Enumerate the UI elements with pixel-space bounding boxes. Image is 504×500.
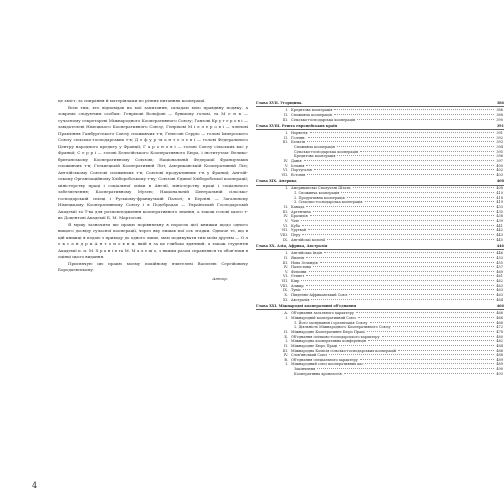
toc-entry-page: 488 <box>496 353 503 358</box>
toc-entry-title: Міжнародне Кооперативне Бюро Праці <box>291 329 365 334</box>
toc-entry-number: IX. <box>283 237 288 242</box>
toc-entry-page: 410 <box>496 191 503 196</box>
toc-leader-dots <box>306 257 494 258</box>
toc-entry-number: I. <box>285 108 288 113</box>
toc-leader-dots <box>301 220 494 221</box>
toc-leader-dots <box>309 271 495 272</box>
toc-entry-page: 394 <box>496 145 503 150</box>
toc-entry-page: 441 <box>496 223 503 228</box>
toc-entry-title: Перу <box>291 233 301 238</box>
toc-leader-dots <box>314 169 494 170</box>
author-signature: Автор. <box>212 275 228 281</box>
toc-leader-dots <box>306 285 495 286</box>
toc-entry <box>256 238 504 243</box>
toc-entry-number: III. <box>282 117 288 122</box>
toc-entry-title: Чіле <box>291 219 300 224</box>
paragraph: це зміст, за спирання й матеріялами по різних питаннях кооперації. <box>58 98 206 103</box>
toc-entry-number: V. <box>284 269 288 274</box>
toc-entry-title: Канада <box>291 205 305 210</box>
toc-entry-title: Закінчення <box>294 367 316 372</box>
toc-entry-page: 391 <box>496 131 503 136</box>
toc-entry-title: 2. Продуктивна кооперація <box>294 195 345 200</box>
toc-entry-number: II. <box>284 112 288 117</box>
toc-entry-title: Об'єднання спеціального характеру <box>291 357 358 362</box>
toc-chapter-title: Глава XIX. Америка <box>256 179 297 184</box>
toc-chapter-title: Глава XX. Азія, Африка, Австралія <box>256 243 328 248</box>
toc-entry-title: Міжнародна Комісія сільсько-господарських кооперацій <box>291 348 397 353</box>
toc-entry-title: Об'єднання спілково-господарського характеру <box>291 334 380 339</box>
toc-entry-page: 418 <box>496 195 503 200</box>
toc-chapter-heading <box>256 124 504 130</box>
toc-leader-dots <box>313 266 494 267</box>
toc-entry-title: Міжнародне Бюро Праці <box>291 343 338 348</box>
toc-leader-dots <box>317 368 494 369</box>
toc-entry-title: Англійські колонії <box>291 237 325 242</box>
toc-entry-title: Уругвай <box>291 228 307 233</box>
toc-leader-dots <box>370 322 495 323</box>
toc-leader-dots <box>341 192 494 193</box>
toc-entry-page: 484 <box>496 343 503 348</box>
toc-entry-title: Бельгія <box>291 140 305 145</box>
toc-leader-dots <box>301 280 494 281</box>
toc-entry-page: 493 <box>496 371 503 376</box>
toc-entry-page: 455 <box>496 260 503 265</box>
toc-entry-title: Естонія <box>291 172 306 177</box>
toc-entry-title: Споживча кооперація <box>294 145 335 150</box>
toc-entry-number: VII. <box>281 279 288 284</box>
toc-leader-dots <box>398 350 494 351</box>
toc-leader-dots <box>353 187 495 188</box>
toc-entry-page: 403 <box>496 172 503 177</box>
toc-entry-number: VII. <box>281 228 288 233</box>
toc-entry-title: 1. Його заснування і організація Союзу <box>294 320 368 325</box>
toc-entry-title: Філіпіни <box>291 269 307 274</box>
toc-leader-dots <box>308 137 495 138</box>
toc-chapter-page: 408 <box>496 179 504 184</box>
toc-entry-page: 466 <box>496 315 503 320</box>
toc-entry-number: III. <box>282 209 288 214</box>
toc-entry-page: 400 <box>496 163 503 168</box>
paragraph: Я мушу зазначити ще працю порівняльну в порогах цієї книжки щодо одного вищого досвіду сучасної кооперації, через яку лишав мої ось згадки. Одначе те, що в цій книжці я подаю з приводу до одного лише, маю подякувати тим моїм друзям — О л е к с а н д р и А н т о н о в н и, якій я за це глибоко вдячний, а також студентів Академії п. п. М. Х р а н і я та М. М а л е ш о, з якими разом справлявся та обов'язки в оцінці цього видання. <box>58 221 248 259</box>
toc-leader-dots <box>302 234 494 235</box>
toc-entry-title: Австралія <box>291 297 310 302</box>
toc-entry-number: IV. <box>283 214 288 219</box>
toc-entry-number: I. <box>285 315 288 320</box>
toc-entry-number: X. <box>284 293 288 298</box>
toc-entry-page: 388 <box>496 112 503 117</box>
toc-entry-number: А. <box>284 311 288 316</box>
toc-leader-dots <box>304 160 495 161</box>
toc-entry-title: Нова Зеландія <box>291 260 318 265</box>
left-page-text <box>58 98 248 282</box>
toc-entry-number: I. <box>285 362 288 367</box>
toc-leader-dots <box>367 331 495 332</box>
toc-entry-page: 460 <box>496 269 503 274</box>
toc-leader-dots <box>347 197 495 198</box>
toc-entry-page: 433 <box>496 205 503 210</box>
toc-leader-dots <box>307 174 494 175</box>
toc-entry-page: 442 <box>496 228 503 233</box>
toc-chapter-page: 466 <box>496 304 504 308</box>
toc-leader-dots <box>360 151 494 152</box>
toc-entry-number: VIII. <box>280 283 288 288</box>
toc-entry-page: 390 <box>496 117 503 122</box>
toc-entry-number: II. <box>284 329 288 334</box>
toc-entry-page: 461 <box>496 274 503 279</box>
toc-entry-page: 402 <box>496 168 503 173</box>
toc-leader-dots <box>302 225 494 226</box>
toc-entry-page: 386 <box>496 108 503 113</box>
toc-leader-dots <box>307 141 494 142</box>
toc-leader-dots <box>306 206 494 207</box>
toc-entry-page: 392 <box>496 135 503 140</box>
toc-leader-dots <box>393 326 495 327</box>
toc-entry-number: II. <box>284 343 288 348</box>
toc-entry-page: 490 <box>496 367 503 372</box>
toc-entry-title: Міжнародна кооперативна конференція <box>291 339 366 344</box>
toc-leader-dots <box>329 354 494 355</box>
toc-entry-title: Сільсько-господарська кооперація <box>291 117 356 122</box>
page-number: 4 <box>32 481 38 490</box>
toc-chapter-heading <box>256 244 504 250</box>
toc-entry-page: 489 <box>496 357 503 362</box>
toc-entry-page: 445 <box>496 237 503 242</box>
toc-entry <box>256 173 504 178</box>
toc-chapter-title: Глава XVIII. Решта европейських країн <box>256 123 338 128</box>
toc-entry-title: Ґоллян. <box>291 135 306 140</box>
toc-entry-title: Американські Сполучені Штати <box>291 186 351 191</box>
toc-entry-page: 457 <box>496 265 503 270</box>
toc-chapter-heading <box>256 101 504 107</box>
toc-entry-number: VII. <box>281 172 288 177</box>
toc-chapter <box>256 101 504 122</box>
toc-leader-dots <box>358 317 494 318</box>
toc-entry-page: 443 <box>496 233 503 238</box>
toc-entry-title: Іспанія <box>291 163 305 168</box>
toc-entry-title: Єгипет <box>291 274 305 279</box>
toc-leader-dots <box>356 312 494 313</box>
toc-entry-title: 2. Діяльність Міжнародного Кооперативного Союзу <box>294 325 391 330</box>
toc-entry-title: Слов'янський Союз <box>291 353 328 358</box>
toc-entry-page: 463 <box>496 288 503 293</box>
toc-entry-page: 466 <box>496 311 503 316</box>
toc-entry-title: Португалія <box>291 168 312 173</box>
toc-entry-page: 463 <box>496 283 503 288</box>
toc-entry-number: II. <box>284 135 288 140</box>
toc-entry-page: 482 <box>496 339 503 344</box>
toc-entry-number: IX. <box>283 288 288 293</box>
toc-entry-page: 446 <box>496 251 503 256</box>
toc-chapter-heading <box>256 304 504 310</box>
toc-entry-page: 462 <box>496 279 503 284</box>
toc-chapter-title: Глава XXI. Міжнародні кооперативні об'єднання <box>256 304 357 308</box>
toc-chapter <box>256 124 504 178</box>
toc-entry-number: В. <box>284 357 288 362</box>
toc-entry-number: II. <box>284 205 288 210</box>
toc-chapter <box>256 304 504 376</box>
toc-entry-title: Аргентина <box>291 209 311 214</box>
table-of-contents <box>256 101 504 376</box>
toc-entry-title: Алжир <box>291 283 304 288</box>
toc-entry-title: Японія <box>291 255 304 260</box>
toc-entry-number: I. <box>285 251 288 256</box>
toc-entry-page: 480 <box>496 334 503 339</box>
toc-leader-dots <box>368 340 494 341</box>
toc-leader-dots <box>382 336 495 337</box>
toc-entry-number: VI. <box>282 223 288 228</box>
toc-leader-dots <box>310 215 495 216</box>
toc-entry-number: III. <box>282 348 288 353</box>
toc-leader-dots <box>327 239 494 240</box>
toc-entry-title: Палестина <box>291 265 312 270</box>
toc-entry <box>256 372 504 377</box>
toc-entry-number: IV. <box>283 159 288 163</box>
toc-entry-title: Кооперативна хронологія <box>294 371 342 376</box>
toc-leader-dots <box>306 275 494 276</box>
toc-entry-number: V. <box>284 219 288 224</box>
toc-entry-number: VIII. <box>280 233 288 238</box>
toc-entry-title: Данія <box>291 159 302 163</box>
toc-entry-number: III. <box>282 260 288 265</box>
toc-entry-number: I. <box>285 186 288 191</box>
toc-leader-dots <box>357 119 494 120</box>
toc-entry-page: 478 <box>496 329 503 334</box>
toc-entry-title: Об'єднання загального характеру <box>291 311 354 316</box>
toc-entry <box>256 118 504 123</box>
toc-entry-title: Споживча кооперація <box>291 112 332 117</box>
toc-leader-dots <box>365 201 495 202</box>
toc-entry-number: IV. <box>283 265 288 270</box>
toc-leader-dots <box>344 373 495 374</box>
toc-entry-title: Південно-Африканський Союз <box>291 293 348 298</box>
toc-leader-dots <box>337 146 494 147</box>
toc-entry-number: I. <box>285 131 288 136</box>
toc-entry-page: 438 <box>496 214 503 219</box>
toc-entry-page: 468 <box>496 320 503 325</box>
toc-entry-title: 1. Споживча кооперація <box>294 191 340 196</box>
toc-leader-dots <box>324 252 494 253</box>
toc-chapter-title: Глава XVII. Угорщина. <box>256 101 303 105</box>
toc-leader-dots <box>360 359 495 360</box>
toc-entry-page: 395 <box>496 149 503 154</box>
toc-entry-number: V. <box>284 163 288 168</box>
toc-entry <box>256 298 504 303</box>
toc-entry-number: VI. <box>282 168 288 173</box>
toc-entry-page: 453 <box>496 255 503 260</box>
toc-entry-number: XI. <box>283 297 288 302</box>
toc-leader-dots <box>311 299 494 300</box>
toc-entry-page: 396 <box>496 154 503 159</box>
toc-chapter <box>256 244 504 302</box>
toc-leader-dots <box>308 229 494 230</box>
toc-entry-number: I. <box>285 339 288 344</box>
toc-entry-page: 464 <box>496 297 503 302</box>
toc-entry-page: 439 <box>496 219 503 224</box>
toc-entry-page: 463 <box>496 293 503 298</box>
toc-entry-title: Сільсько-господарська кооперація <box>294 149 359 154</box>
toc-leader-dots <box>320 262 495 263</box>
toc-leader-dots <box>365 363 494 364</box>
toc-entry-number: II. <box>284 255 288 260</box>
toc-leader-dots <box>306 165 494 166</box>
toc-entry-page: 419 <box>496 200 503 205</box>
toc-entry-title: Куба <box>291 223 300 228</box>
toc-entry-title: Кредитова кооперація <box>294 154 336 159</box>
toc-chapter-page: 391 <box>496 123 504 128</box>
toc-entry-page: 393 <box>496 140 503 145</box>
toc-entry-number: VI. <box>282 274 288 279</box>
toc-entry-title: Бразилія <box>291 214 308 219</box>
toc-leader-dots <box>310 132 495 133</box>
toc-entry-title: Норвегія <box>291 131 308 136</box>
toc-entry-page: 435 <box>496 209 503 214</box>
toc-entry-title: Міжнародній кооперативний Союз <box>291 315 356 320</box>
toc-chapter-page: 446 <box>496 243 504 248</box>
toc-leader-dots <box>313 211 494 212</box>
toc-entry-number: III. <box>282 140 288 145</box>
toc-leader-dots <box>303 289 495 290</box>
toc-entry-title: Туніс <box>291 288 301 293</box>
toc-leader-dots <box>334 114 494 115</box>
toc-chapter <box>256 179 504 242</box>
toc-entry-page: 397 <box>496 159 503 163</box>
toc-chapter-page: 386 <box>496 101 504 105</box>
toc-entry-page: 489 <box>496 362 503 367</box>
toc-leader-dots <box>334 109 494 110</box>
paragraph: Всім тим, хто відповідав на мої запитання, складаю мою правдину подяку, а зокрема слідуючим особам: Генріхові Вольфові — бувшому голові, та М е н к — сучасному секретареві Міжнародного Кооперативного Союзу; Ганзові Кр у г е р о в і — завідателеві Німецького Кооперативного Союзу, Генріхові М і л л е р о в і — членові Правління Гамбурґського Союзу споживчих т-в; Ґенесові Серріо — голові Імперського Союзу сільсько-господарських т-в; Д е ф у р -м а н т е л е в і — голові Федерального Центру народного кредиту у Франції; Ґ а р о н о в і — голові Союзу сільських кас у Франції; С е р р і — голові Бельгійського Кооперативного Бюра, і інститутам: Велико-британському Кооперативному Союзові; Національній Федерації Французьких споживчих т-в; Гельвецькій Кооперативній Лігі; Американській Кооперативній Лізі; Англійському Союзові споживчих т-в; Союзові продуктивних т-в у Франції; Англійському Організаційному Хліборобському т-ву; Союзові Єдиної Хліборобської кооперації; міністерству праці і соціальної опіки в Англії, міністерству праці і соціального забезпечення; Кооперативному Музею; Національній Центральній сільсько-господарській спілці і Руському-французькій Палаті; в Берліні — Загальному Німецькому Кооперативному Союзу і в Подєбрадах — Українській Господарській Академії та Т-ва для розповсюдження кооперативного знання, а також голові цього т-ва Доцентові Академії Б. М. Мартосові. <box>58 104 248 220</box>
toc-leader-dots <box>339 345 494 346</box>
toc-entry-title: 3. Сільсько-господарська кооперація <box>294 200 363 205</box>
toc-entry-title: Англійська Індія <box>291 251 322 256</box>
toc-leader-dots <box>349 294 494 295</box>
toc-entry-title: Міжнародний союз кооперативних кас <box>291 362 364 367</box>
paragraph: Присвячую цю працю моєму покійному вчителеві Василеві Сергійовичу Бородаєвському. <box>58 260 248 272</box>
toc-leader-dots <box>337 155 494 156</box>
toc-entry-title: Кредитова кооперація <box>291 108 333 113</box>
toc-entry-page: 408 <box>496 186 503 191</box>
toc-entry-title: Кіпр <box>291 279 300 284</box>
toc-entry-number: IV. <box>283 353 288 358</box>
toc-entry-number: Б. <box>284 334 288 339</box>
toc-entry-page: 486 <box>496 348 503 353</box>
toc-chapter-heading <box>256 179 504 185</box>
toc-entry-page: 472 <box>496 325 503 330</box>
